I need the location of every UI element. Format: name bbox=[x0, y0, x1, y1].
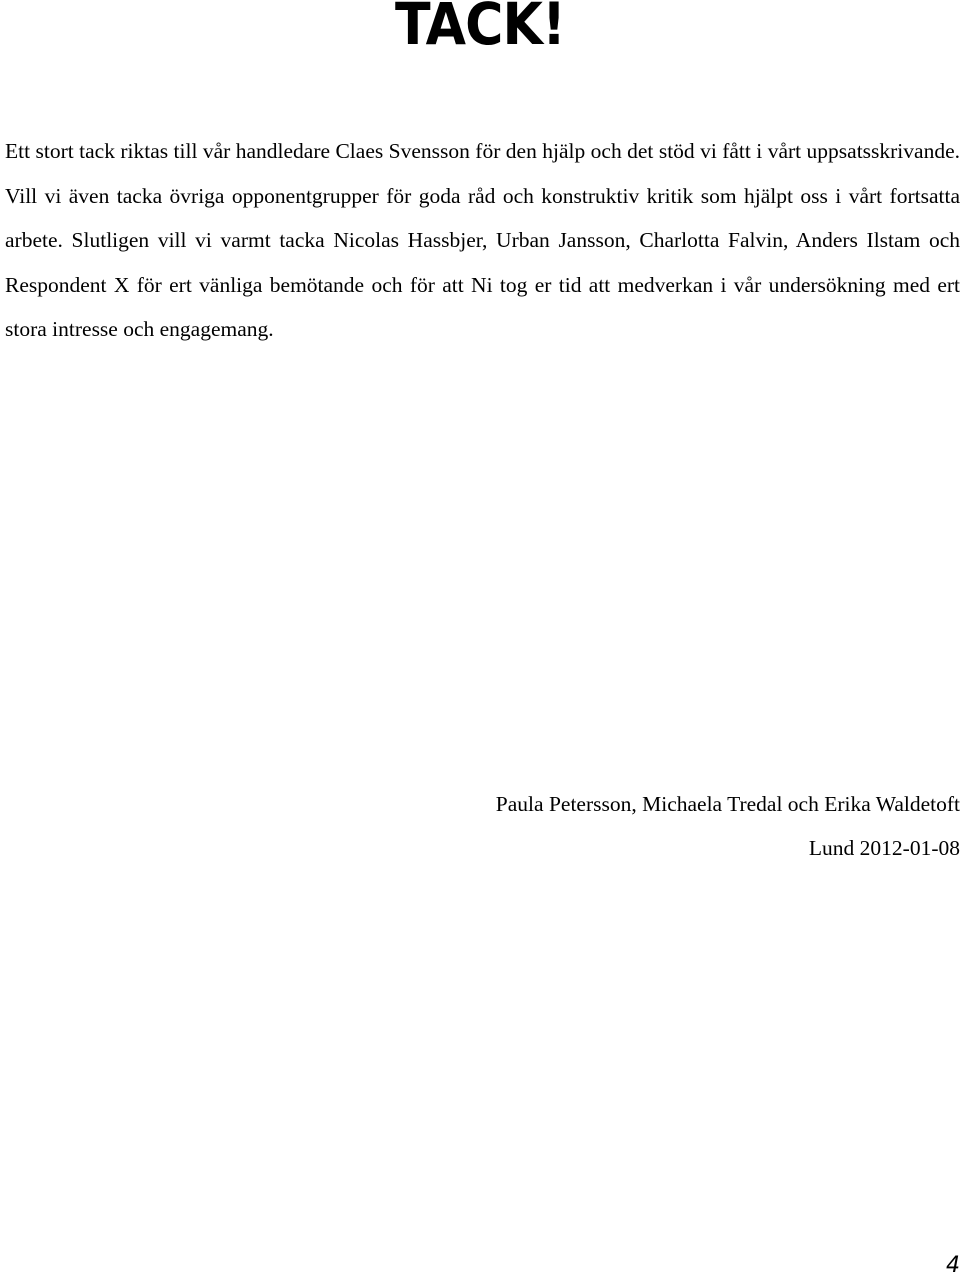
place-date-line: Lund 2012-01-08 bbox=[808, 836, 960, 860]
signature-block bbox=[496, 782, 960, 870]
page-title: TACK! bbox=[394, 0, 566, 58]
page-number: 4 bbox=[946, 1253, 960, 1278]
authors-line: Paula Petersson, Michaela Tredal och Erika Waldetoft bbox=[495, 792, 960, 816]
acknowledgement-paragraph: Ett stort tack riktas till vår handledare Claes Svensson för den hjälp och det stöd vi fått i vårt uppsatsskrivande. Vill vi även tacka övriga opponentgrupper för goda råd och konstruktiv kritik som hjälpt oss i vårt fortsatta arbete. Slutligen vill vi varmt tacka Nicolas Hassbjer, Urban Jansson, Charlotta Falvin, Anders Ilstam och Respondent X för ert vänliga bemötande och för att Ni tog er tid att medverkan i vår undersökning med ert stora intresse och engagemang. bbox=[5, 139, 960, 342]
